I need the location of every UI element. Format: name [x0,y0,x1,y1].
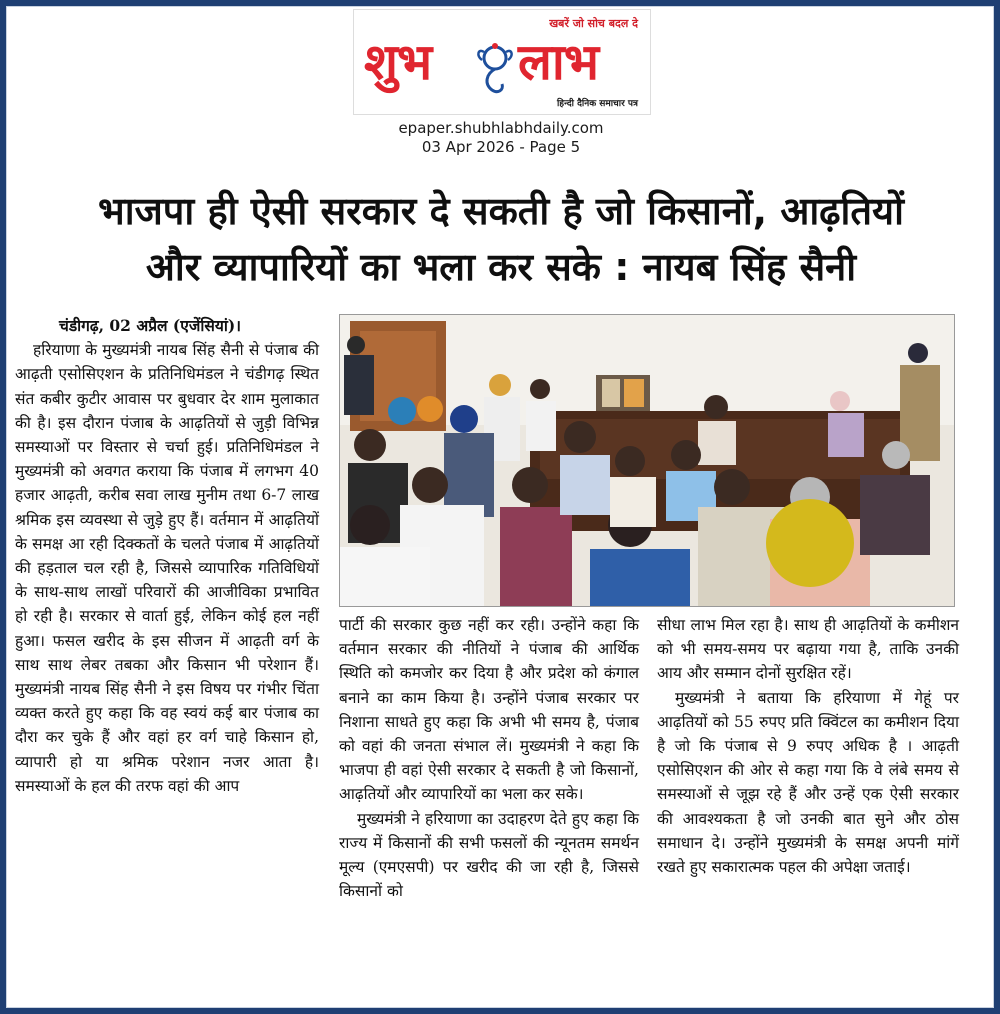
article-column-3 [657,613,959,879]
edition-url[interactable]: epaper.shubhlabhdaily.com [398,119,604,137]
article-column-2 [339,613,639,903]
article-paragraph: सीधा लाभ मिल रहा है। साथ ही आढ़तियों के कमीशन को भी समय-समय पर बढ़ाया गया है, ताकि उनकी आय और सम्मान दोनों सुरक्षित रहें। [657,616,959,683]
headline-line-2: और व्यापारियों का भला कर सके : नायब सिंह सैनी [145,245,857,289]
ganesha-icon [472,40,518,96]
article-dateline: चंडीगढ़, 02 अप्रैल (एजेंसियां)। [59,316,242,335]
meeting-photo-illustration [340,315,955,607]
newspaper-page [6,6,994,1008]
article-paragraph: मुख्यमंत्री ने हरियाणा का उदाहरण देते हुए कहा कि राज्य में किसानों की सभी फसलों की न्यूनतम समर्थन मूल्य (एमएसपी) पर खरीद की जा रही है, जिससे किसानों को [339,809,639,901]
article-photo [339,314,955,607]
article-paragraph: मुख्यमंत्री ने बताया कि हरियाणा में गेहूं पर आढ़तियों को 55 रुपए प्रति क्विंटल का कमीशन दिया है जो कि पंजाब से 9 रुपए अधिक है । आढ़ती एसोसिएशन की ओर से कहा गया कि वे लंबे समय से समस्याओं से जूझ रहे हैं और उन्हें एक ऐसी सरकार की आवश्यकता है जो उनकी बात सुने और ठोस समाधान दे। उन्होंने मुख्यमंत्री के समक्ष अपनी मांगें रखते हुए सकारात्मक पहल की अपेक्षा जताई। [657,688,959,877]
masthead-subtitle: हिन्दी दैनिक समाचार पत्र [556,99,638,109]
masthead-tagline: खबरें जो सोच बदल दे [549,17,638,30]
edition-date-page: 03 Apr 2026 - Page 5 [421,138,581,156]
article-paragraph: हरियाणा के मुख्यमंत्री नायब सिंह सैनी से पंजाब की आढ़ती एसोसिएशन के प्रतिनिधिमंडल ने चंडीगढ़ स्थित संत कबीर कुटीर आवास पर बुधवार देर शाम मुलाकात की है। इस दौरान पंजाब के आढ़तियों से जुड़ी विभिन्न समस्याओं पर विस्तार से चर्चा हुई। प्रतिनिधिमंडल ने मुख्यमंत्री को अवगत कराया कि पंजाब में लगभग 40 हजार आढ़ती, करीब सवा लाख मुनीम तथा 6-7 लाख श्रमिक इस व्यवस्था से जुड़े हुए हैं। वर्तमान में आढ़तियों के समक्ष आ रही दिक्कतों के चलते पंजाब में आढ़तियों की हड़ताल चल रही है, जिससे व्यापारिक गतिविधियों के साथ-साथ लाखों परिवारों की आजीविका प्रभावित हो रही है। सरकार से वार्ता हुई, लेकिन कोई हल नहीं हुआ। फसल खरीद के इस सीजन में आढ़ती वर्ग के साथ साथ लेबर तबका और किसान भी परेशान हैं। मुख्यमंत्री नायब सिंह सैनी ने इस विषय पर गंभीर चिंता व्यक्त करते हुए कहा कि वह स्वयं कई बार पंजाब का दौरा कर चुके हैं और वहां हर वर्ग चाहे किसान हो, व्यापारी हो या श्रमिक परेशान नजर आता है। समस्याओं के हल की तरफ वहां की आप [15,341,319,795]
headline [21,183,981,295]
article-column-1 [15,314,319,798]
masthead [353,9,651,115]
headline-line-1: भाजपा ही ऐसी सरकार दे सकती है जो किसानों, आढ़तियों [98,189,904,233]
masthead-title-left: शुभ [364,33,432,91]
masthead-title-right: लाभ [518,33,598,91]
article-paragraph: पार्टी की सरकार कुछ नहीं कर रही। उन्होंने कहा कि वर्तमान सरकार की नीतियों ने पंजाब की आर्थिक स्थिति को कमजोर कर दिया है और प्रदेश को कंगाल बनाने का काम किया है। उन्होंने पंजाब सरकार पर निशाना साधते हुए कहा कि अभी भी समय है, पंजाब को वहां की जनता संभाल लें। मुख्यमंत्री ने कहा कि भाजपा ही वहां ऐसी सरकार दे सकती है जो किसानों, आढ़तियों और व्यापारियों का भला कर सके। [339,616,639,804]
